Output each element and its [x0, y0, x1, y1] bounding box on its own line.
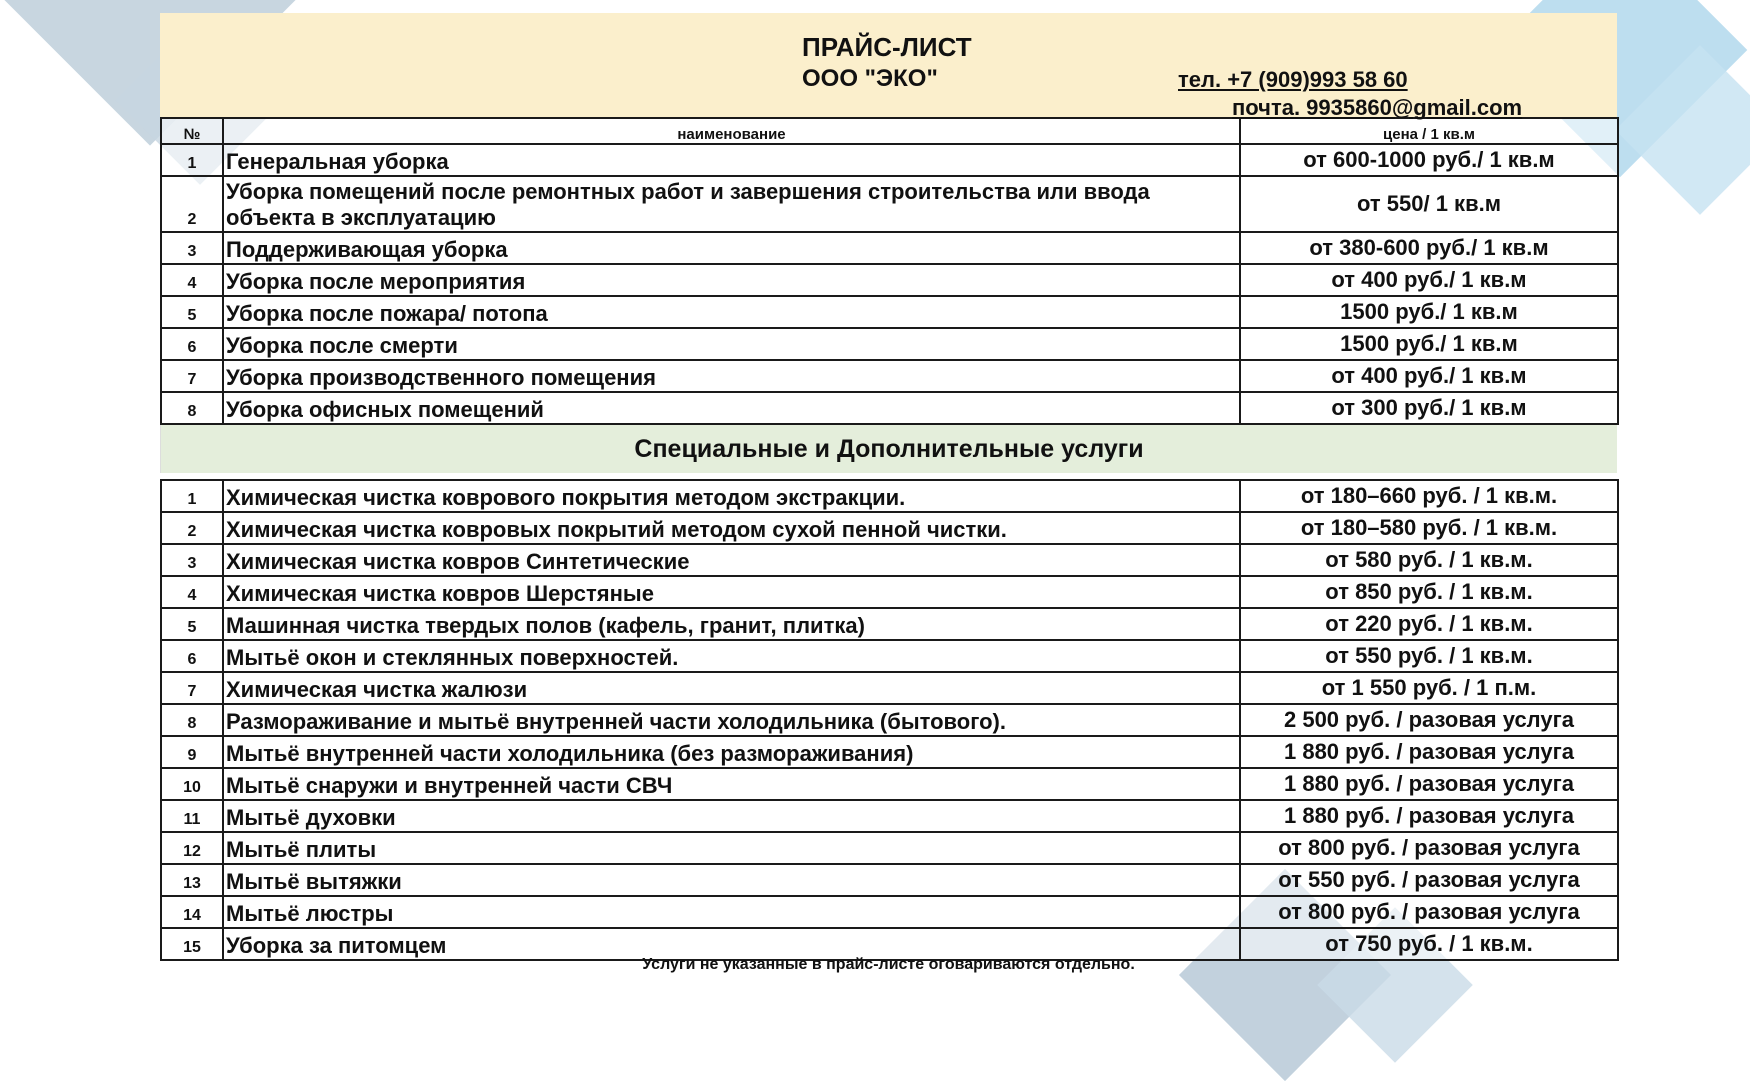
email-contact: почта. 9935860@gmail.com — [1232, 95, 1523, 120]
row-number: 8 — [161, 392, 223, 424]
service-name: Уборка производственного помещения — [223, 360, 1240, 392]
row-number: 8 — [161, 704, 223, 736]
service-name: Мытьё вытяжки — [223, 864, 1240, 896]
service-name: Генеральная уборка — [223, 144, 1240, 176]
row-number: 5 — [161, 608, 223, 640]
row-number: 9 — [161, 736, 223, 768]
main-services-table — [160, 117, 1619, 425]
service-price: от 550 руб. / 1 кв.м. — [1240, 640, 1618, 672]
table-row — [161, 144, 1618, 176]
table-row — [161, 544, 1618, 576]
service-name: Химическая чистка коврового покрытия методом экстракции. — [223, 480, 1240, 512]
page-title: ПРАЙС-ЛИСТ — [802, 32, 972, 62]
extra-services-table — [160, 479, 1619, 961]
service-name: Уборка после мероприятия — [223, 264, 1240, 296]
service-price: 1 880 руб. / разовая услуга — [1240, 736, 1618, 768]
service-price: от 400 руб./ 1 кв.м — [1240, 360, 1618, 392]
service-name: Размораживание и мытьё внутренней части холодильника (бытового). — [223, 704, 1240, 736]
table-row — [161, 640, 1618, 672]
company-name: ООО "ЭКО" — [802, 65, 938, 92]
table-row — [161, 704, 1618, 736]
table-row — [161, 264, 1618, 296]
row-number: 5 — [161, 296, 223, 328]
row-number: 10 — [161, 768, 223, 800]
table-row — [161, 832, 1618, 864]
service-price: от 850 руб. / 1 кв.м. — [1240, 576, 1618, 608]
service-price: от 180–660 руб. / 1 кв.м. — [1240, 480, 1618, 512]
service-name: Мытьё плиты — [223, 832, 1240, 864]
service-price: 1500 руб./ 1 кв.м — [1240, 296, 1618, 328]
service-name: Химическая чистка ковров Шерстяные — [223, 576, 1240, 608]
row-number: 7 — [161, 672, 223, 704]
footnote: Услуги не указанные в прайс-листе оговариваются отдельно. — [642, 956, 1135, 973]
row-number: 14 — [161, 896, 223, 928]
service-price: от 550/ 1 кв.м — [1240, 176, 1618, 232]
row-number: 2 — [161, 512, 223, 544]
service-price: 2 500 руб. / разовая услуга — [1240, 704, 1618, 736]
service-price: от 180–580 руб. / 1 кв.м. — [1240, 512, 1618, 544]
column-header-name: наименование — [223, 118, 1240, 144]
service-price: от 220 руб. / 1 кв.м. — [1240, 608, 1618, 640]
table-row — [161, 896, 1618, 928]
service-name: Химическая чистка ковровых покрытий методом сухой пенной чистки. — [223, 512, 1240, 544]
table-row — [161, 296, 1618, 328]
service-price: от 1 550 руб. / 1 п.м. — [1240, 672, 1618, 704]
row-number: 7 — [161, 360, 223, 392]
service-price: от 800 руб. / разовая услуга — [1240, 896, 1618, 928]
row-number: 15 — [161, 928, 223, 960]
service-price: от 580 руб. / 1 кв.м. — [1240, 544, 1618, 576]
service-name: Мытьё окон и стеклянных поверхностей. — [223, 640, 1240, 672]
row-number: 6 — [161, 640, 223, 672]
service-price: от 550 руб. / разовая услуга — [1240, 864, 1618, 896]
service-name: Химическая чистка жалюзи — [223, 672, 1240, 704]
table-row — [161, 512, 1618, 544]
table-row — [161, 736, 1618, 768]
service-name: Поддерживающая уборка — [223, 232, 1240, 264]
table-row — [161, 800, 1618, 832]
service-name: Уборка помещений после ремонтных работ и завершения строительства или ввода объекта в эксплуатацию — [223, 176, 1240, 232]
service-name: Мытьё духовки — [223, 800, 1240, 832]
service-price: 1500 руб./ 1 кв.м — [1240, 328, 1618, 360]
service-price: 1 880 руб. / разовая услуга — [1240, 768, 1618, 800]
table-row — [161, 328, 1618, 360]
table-row — [161, 768, 1618, 800]
service-price: от 380-600 руб./ 1 кв.м — [1240, 232, 1618, 264]
column-header-num: № — [161, 118, 223, 144]
section-title: Специальные и Дополнительные услуги — [160, 425, 1617, 473]
service-name: Уборка за питомцем — [223, 928, 1240, 960]
phone-contact: тел. +7 (909)993 58 60 — [1178, 67, 1408, 92]
service-name: Мытьё люстры — [223, 896, 1240, 928]
table-row — [161, 480, 1618, 512]
service-name: Уборка после смерти — [223, 328, 1240, 360]
table-row — [161, 232, 1618, 264]
price-list-header — [160, 13, 1617, 120]
service-name: Мытьё снаружи и внутренней части СВЧ — [223, 768, 1240, 800]
column-header-price: цена / 1 кв.м — [1240, 118, 1618, 144]
service-price: 1 880 руб. / разовая услуга — [1240, 800, 1618, 832]
table-row — [161, 576, 1618, 608]
service-name: Уборка офисных помещений — [223, 392, 1240, 424]
service-price: от 800 руб. / разовая услуга — [1240, 832, 1618, 864]
service-price: от 400 руб./ 1 кв.м — [1240, 264, 1618, 296]
service-price: от 600-1000 руб./ 1 кв.м — [1240, 144, 1618, 176]
row-number: 1 — [161, 480, 223, 512]
table-row — [161, 360, 1618, 392]
service-name: Химическая чистка ковров Синтетические — [223, 544, 1240, 576]
table-row — [161, 608, 1618, 640]
price-list-sheet — [160, 13, 1617, 961]
service-name: Машинная чистка твердых полов (кафель, гранит, плитка) — [223, 608, 1240, 640]
row-number: 4 — [161, 576, 223, 608]
table-row — [161, 672, 1618, 704]
row-number: 11 — [161, 800, 223, 832]
row-number: 6 — [161, 328, 223, 360]
row-number: 12 — [161, 832, 223, 864]
service-name: Мытьё внутренней части холодильника (без размораживания) — [223, 736, 1240, 768]
row-number: 3 — [161, 544, 223, 576]
row-number: 13 — [161, 864, 223, 896]
row-number: 3 — [161, 232, 223, 264]
row-number: 2 — [161, 176, 223, 232]
table-row — [161, 392, 1618, 424]
row-number: 4 — [161, 264, 223, 296]
table-row — [161, 864, 1618, 896]
table-row — [161, 176, 1618, 232]
service-price: от 300 руб./ 1 кв.м — [1240, 392, 1618, 424]
service-name: Уборка после пожара/ потопа — [223, 296, 1240, 328]
row-number: 1 — [161, 144, 223, 176]
table-header-row — [161, 118, 1618, 144]
service-price: от 750 руб. / 1 кв.м. — [1240, 928, 1618, 960]
